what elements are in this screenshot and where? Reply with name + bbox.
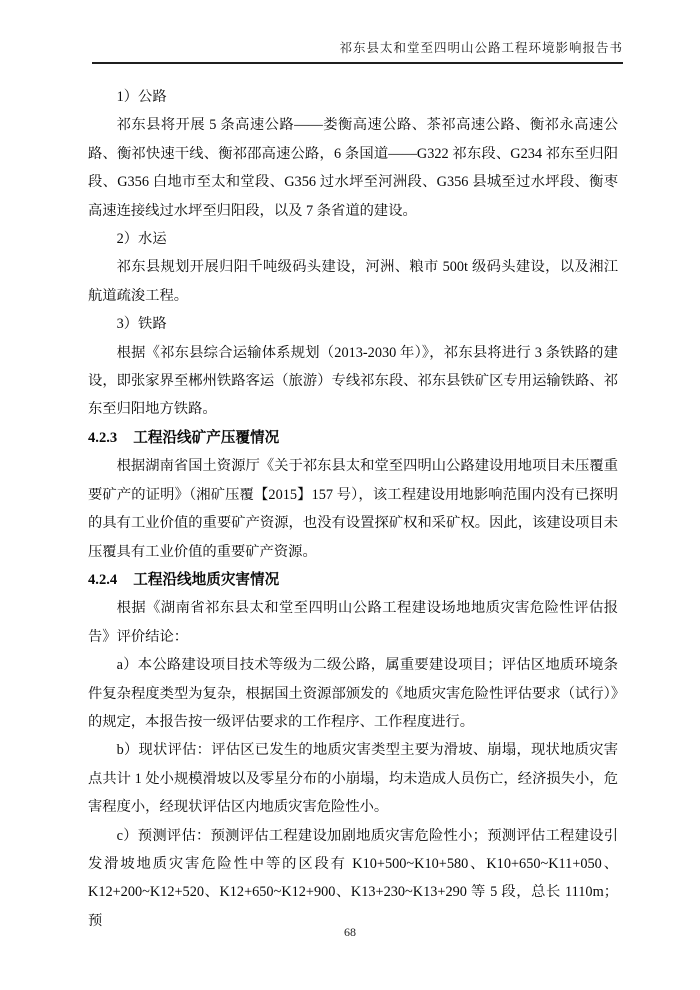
section-heading — [88, 566, 618, 594]
page-number: 68 — [344, 925, 356, 939]
list-item-heading: 2）水运 — [116, 231, 167, 248]
section-title: 工程沿线地质灾害情况 — [133, 571, 280, 588]
body-paragraph: 根据《祁东县综合运输体系规划（2013-2030 年）》，祁东县将进行 3 条铁路的建设，即张家界至郴州铁路客运（旅游）专线祁东段、祁东县铁矿区专用运输铁路、祁东至归阳地方铁路。 — [88, 344, 618, 418]
document-body — [88, 83, 618, 935]
section-heading — [88, 424, 618, 452]
body-paragraph: 根据湖南省国土资源厅《关于祁东县太和堂至四明山公路建设用地项目未压覆重要矿产的证明》（湘矿压覆【2015】157 号），该工程建设用地影响范围内没有已探明的具有工业价值的重要矿产资源，也没有设置探矿权和采矿权。因此，该建设项目未压覆具有工业价值的重要矿产资源。 — [88, 458, 618, 560]
list-item-heading: 3）铁路 — [116, 316, 167, 333]
body-paragraph: a）本公路建设项目技术等级为二级公路，属重要建设项目；评估区地质环境条件复杂程度类型为复杂，根据国土资源部颁发的《地质灾害危险性评估要求（试行）》的规定，本报告按一级评估要求的工作程序、工作程度进行。 — [88, 657, 618, 730]
body-paragraph: 根据《湖南省祁东县太和堂至四明山公路工程建设场地地质灾害危险性评估报告》评价结论： — [88, 600, 618, 645]
body-paragraph: 祁东县将开展 5 条高速公路——娄衡高速公路、茶祁高速公路、衡祁永高速公路、衡祁快速干线、衡祁邵高速公路，6 条国道——G322 祁东段、G234 祁东至归阳段、G356 白地市至太和堂段、G356 过水坪至河洲段、G356 县城至过水坪段、衡枣高速连接线过水坪至归阳段，以及 7 条省道的建设。 — [88, 117, 618, 219]
body-paragraph: 祁东县规划开展归阳千吨级码头建设，河洲、粮市 500t 级码头建设，以及湘江航道疏浚工程。 — [88, 259, 618, 304]
section-number: 4.2.4 — [88, 571, 118, 588]
body-paragraph: c）预测评估：预测评估工程建设加剧地质灾害危险性小；预测评估工程建设引发滑坡地质灾害危险性中等的区段有 K10+500~K10+580、K10+650~K11+050、K12+200~K12+520、K12+650~K12+900、K13+230~K13+290 等 5 段，总长 1110m；预 — [88, 827, 618, 929]
list-item-heading: 1）公路 — [116, 89, 167, 105]
section-title: 工程沿线矿产压覆情况 — [133, 429, 280, 446]
header-title: 祁东县太和堂至四明山公路工程环境影响报告书 — [339, 41, 623, 55]
page-footer — [0, 925, 700, 940]
page-header — [92, 40, 623, 64]
body-paragraph: b）现状评估：评估区已发生的地质灾害类型主要为滑坡、崩塌，现状地质灾害点共计 1 处小规模滑坡以及零星分布的小崩塌，均未造成人员伤亡，经济损失小，危害程度小，经现状评估区内地质灾害危险性小。 — [88, 742, 618, 816]
section-number: 4.2.3 — [88, 429, 118, 446]
